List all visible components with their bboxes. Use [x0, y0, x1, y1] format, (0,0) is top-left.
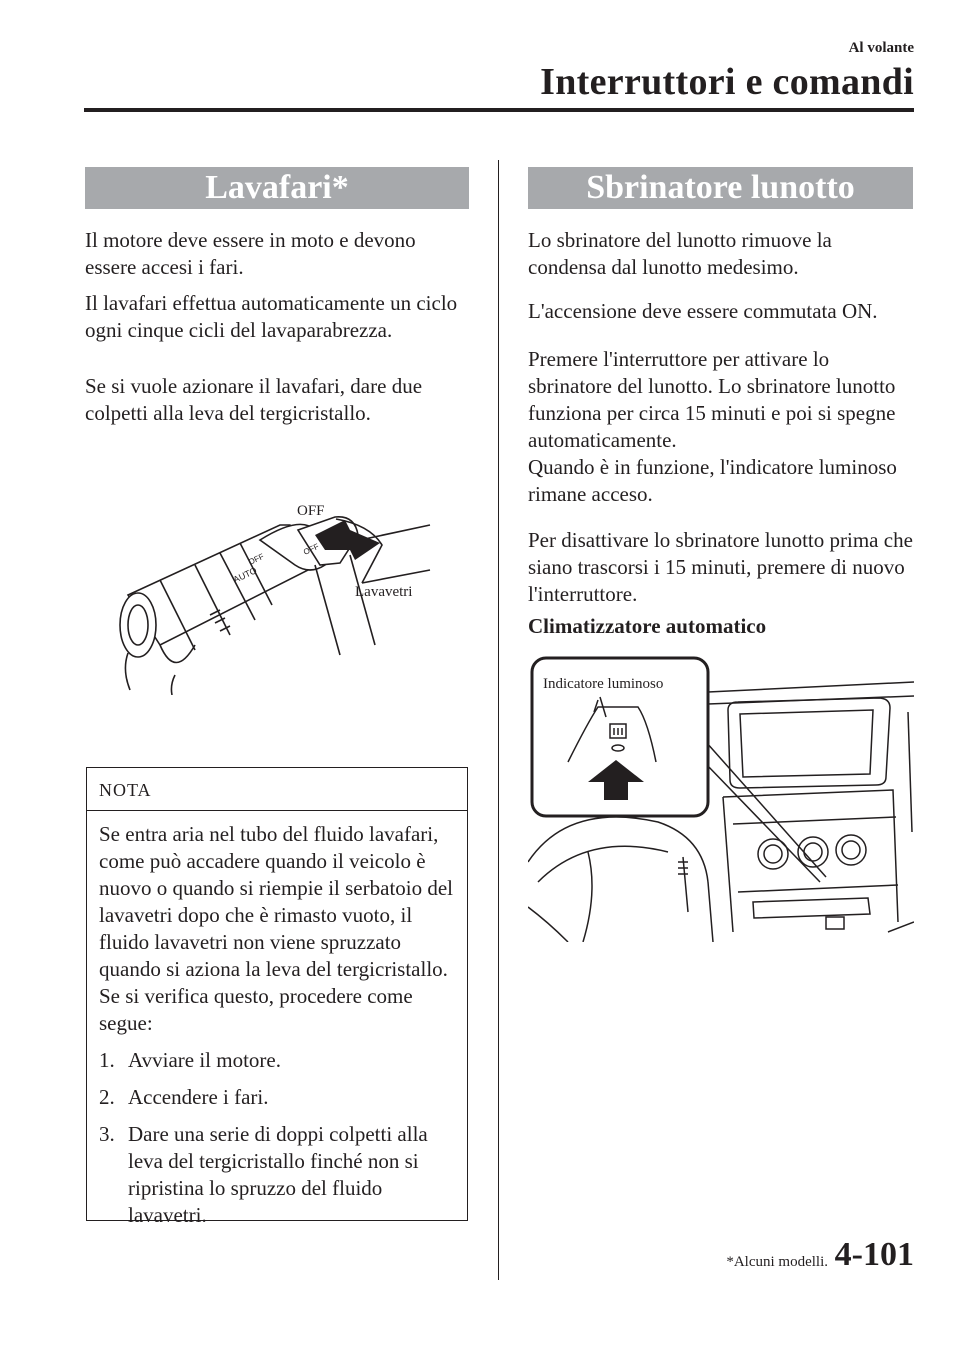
section-label: Al volante: [848, 40, 914, 56]
header-rule: [84, 108, 914, 112]
step-number: 1.: [99, 1048, 115, 1072]
paragraph: Per disattivare lo sbrinatore lunotto prima che siano trascorsi i 15 minuti, premere di nuovo l'interruttore.: [528, 528, 913, 606]
dashboard-illustration: [528, 652, 914, 942]
note-text: Se entra aria nel tubo del fluido lavafari, come può accadere quando il veicolo è nuovo o quando si riempie il serbatoio del lavavetri dopo che è rimasto vuoto, il fluido lavavetri non viene spruzzato quando si aziona la leva del tergicristallo. Se si verifica questo, procedere come segue:: [99, 822, 454, 1035]
paragraph: Lo sbrinatore del lunotto rimuove la condensa dal lunotto medesimo.: [528, 228, 832, 279]
svg-text:OFF: OFF: [247, 551, 266, 567]
paragraph: Premere l'interruttore per attivare lo sbrinatore del lunotto. Lo sbrinatore lunotto funziona per circa 15 minuti e poi si spegne automaticamente.: [528, 347, 896, 452]
note-steps: [99, 1047, 455, 1229]
list-item: [99, 1121, 455, 1229]
step-text: Accendere i fari.: [128, 1085, 269, 1109]
section-banner-sbrinatore: Sbrinatore lunotto: [528, 167, 913, 209]
page-number: 4-101: [834, 1236, 914, 1273]
paragraph: Il lavafari effettua automaticamente un ciclo ogni cinque cicli del lavaparabrezza.: [85, 291, 458, 342]
paragraph: Il motore deve essere in moto e devono essere accesi i fari.: [85, 228, 416, 279]
subheading: Climatizzatore automatico: [528, 614, 767, 638]
step-text: Avviare il motore.: [128, 1048, 281, 1072]
paragraph: Se si vuole azionare il lavafari, dare due colpetti alla leva del tergicristallo.: [85, 374, 423, 425]
paragraph: Quando è in funzione, l'indicatore luminoso rimane acceso.: [528, 455, 897, 506]
step-number: 3.: [99, 1122, 115, 1146]
paragraph: L'accensione deve essere commutata ON.: [528, 299, 878, 323]
column-divider: [498, 160, 499, 1280]
footer-note: *Alcuni modelli.: [726, 1254, 828, 1270]
step-text: Dare una serie di doppi colpetti alla leva del tergicristallo finché non si ripristina lo spruzzo del fluido lavavetri.: [128, 1122, 428, 1227]
svg-text:OFF: OFF: [302, 541, 321, 557]
list-item: [99, 1047, 455, 1074]
page-title: Interruttori e comandi: [540, 61, 914, 103]
figure-label-off: OFF: [297, 503, 325, 519]
section-banner-lavafari: Lavafari*: [85, 167, 469, 209]
dashboard-figure: [528, 652, 914, 942]
figure-label-indicator: Indicatore luminoso: [543, 676, 664, 692]
list-item: [99, 1084, 455, 1111]
step-number: 2.: [99, 1085, 115, 1109]
figure-label-washer: Lavavetri: [355, 584, 413, 600]
note-title: NOTA: [87, 768, 467, 811]
note-box: [86, 767, 468, 1227]
svg-text:AUTO: AUTO: [231, 565, 259, 585]
